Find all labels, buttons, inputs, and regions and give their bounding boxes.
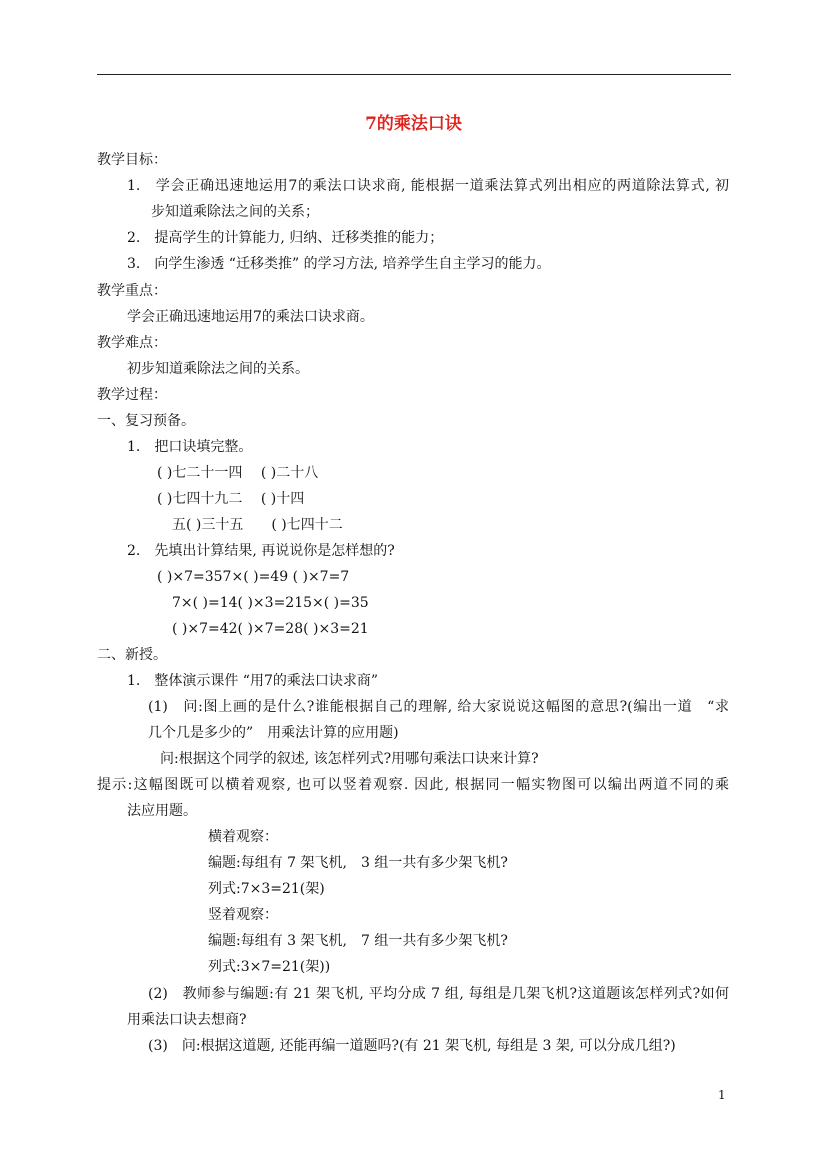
new-heading: 二、新授。 bbox=[97, 647, 167, 663]
page-number: 1 bbox=[718, 1088, 726, 1102]
step-1-question: 问:根据这个同学的叙述, 该怎样列式?用哪句乘法口诀来计算? bbox=[160, 751, 539, 767]
horizontal-label: 横着观察： bbox=[208, 829, 278, 845]
header-rule bbox=[97, 74, 731, 75]
document-title: 7的乘法口诀 bbox=[365, 114, 462, 134]
focus-text: 学会正确迅速地运用7的乘法口诀求商。 bbox=[127, 309, 374, 325]
step-1-line-2: 几个几是多少的” 用乘法计算的应用题) bbox=[148, 725, 399, 741]
new-item-1: 1. 整体演示课件 “用7的乘法口诀求商” bbox=[127, 673, 379, 689]
process-heading: 教学过程： bbox=[97, 387, 167, 403]
goal-2: 2. 提高学生的计算能力, 归纳、迁移类推的能力； bbox=[127, 230, 444, 246]
review-heading: 一、复习预备。 bbox=[97, 413, 195, 429]
goal-3: 3. 向学生渗透 “迁移类推” 的学习方法, 培养学生自主学习的能力。 bbox=[127, 256, 551, 272]
step-1-line-1: (1) 问:图上画的是什么?谁能根据自己的理解, 给大家说说这幅图的意思?(编出一道 “求 bbox=[148, 699, 729, 715]
goal-1-line-1: 1. 学会正确迅速地运用7的乘法口诀求商, 能根据一道乘法算式列出相应的两道除法算式, 初 bbox=[127, 178, 729, 194]
review-q2-row-2: 7×( )=14( )×3=215×( )=35 bbox=[172, 595, 369, 611]
goals-heading: 教学目标： bbox=[97, 152, 167, 168]
difficulty-text: 初步知道乘除法之间的关系。 bbox=[127, 361, 309, 377]
focus-heading: 教学重点： bbox=[97, 283, 167, 299]
vertical-formula: 列式:3×7=21(架)) bbox=[208, 959, 331, 975]
hint-line-2: 法应用题。 bbox=[127, 803, 197, 819]
horizontal-formula: 列式:7×3=21(架) bbox=[208, 881, 325, 897]
review-q1-row-1: ( )七二十一四 ( )二十八 bbox=[157, 465, 319, 481]
goal-1-line-2: 步知道乘除法之间的关系； bbox=[151, 204, 319, 220]
step-2-line-2: 用乘法口诀去想商? bbox=[127, 1012, 247, 1028]
step-2-line-1: (2) 教师参与编题:有 21 架飞机, 平均分成 7 组, 每组是几架飞机?这道题该怎样列式?如何 bbox=[148, 986, 729, 1002]
review-q1-row-3: 五( )三十五 ( )七四十二 bbox=[172, 517, 343, 533]
difficulty-heading: 教学难点： bbox=[97, 335, 167, 351]
review-q2-row-3: ( )×7=42( )×7=28( )×3=21 bbox=[172, 621, 369, 637]
hint-line-1: 提示:这幅图既可以横着观察, 也可以竖着观察. 因此, 根据同一幅实物图可以编出两道不同的乘 bbox=[97, 777, 729, 793]
review-q1-row-2: ( )七四十九二 ( )十四 bbox=[157, 491, 305, 507]
step-3: (3) 问:根据这道题, 还能再编一道题吗?(有 21 架飞机, 每组是 3 架, 可以分成几组?) bbox=[148, 1038, 676, 1054]
vertical-question: 编题:每组有 3 架飞机, 7 组一共有多少架飞机? bbox=[208, 933, 508, 949]
review-q1: 1. 把口诀填完整。 bbox=[127, 439, 253, 455]
horizontal-question: 编题:每组有 7 架飞机, 3 组一共有多少架飞机? bbox=[208, 855, 508, 871]
review-q2-row-1: ( )×7=357×( )=49 ( )×7=7 bbox=[157, 569, 350, 585]
review-q2: 2. 先填出计算结果, 再说说你是怎样想的? bbox=[127, 543, 395, 559]
vertical-label: 竖着观察： bbox=[208, 907, 278, 923]
